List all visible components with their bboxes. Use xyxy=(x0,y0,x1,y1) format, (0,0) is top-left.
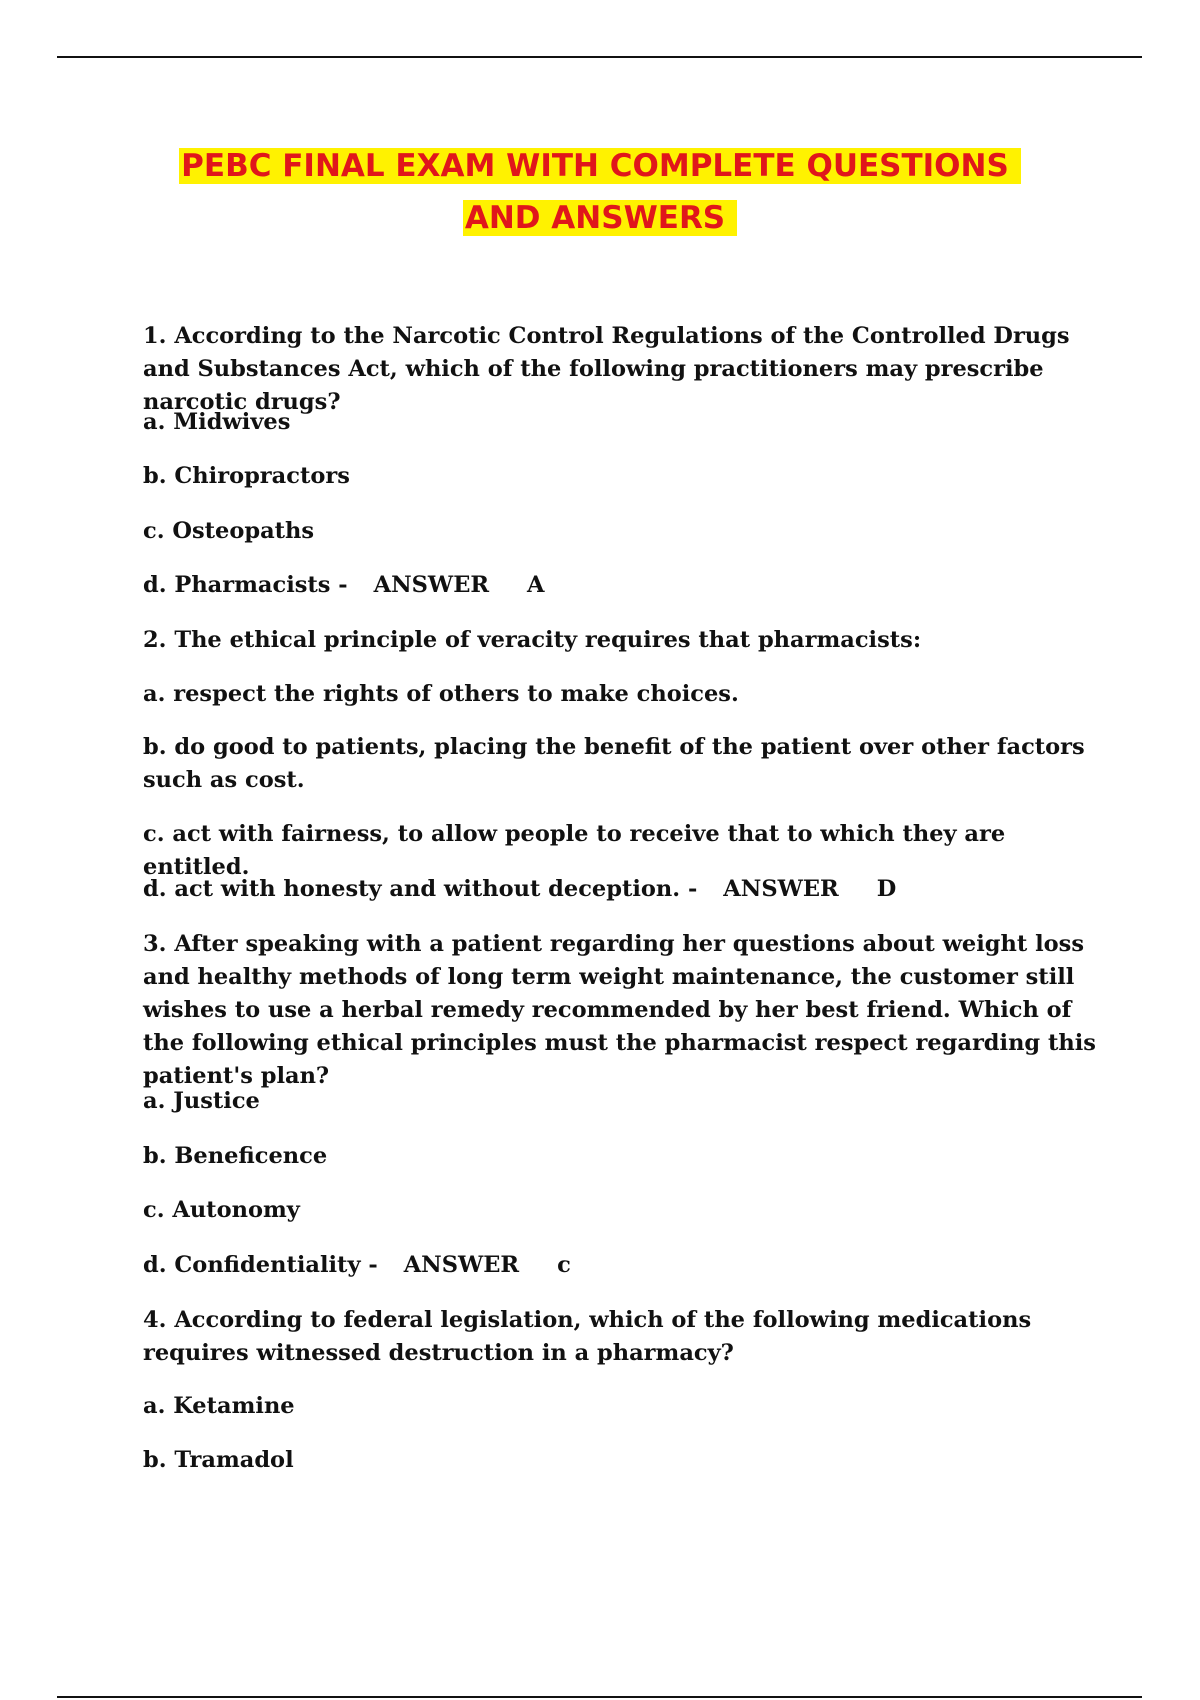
question-4-stem: 4. According to federal legislation, which of the following medications requires witnessed destruction in a pharmacy? xyxy=(143,1307,1032,1366)
question-2-option-a: a. respect the rights of others to make choices. xyxy=(143,681,739,707)
title-highlight: PEBC FINAL EXAM WITH COMPLETE QUESTIONS xyxy=(179,148,1021,184)
option-text: d. Confidentiality - xyxy=(143,1252,378,1278)
answer-label: ANSWER xyxy=(373,572,490,598)
option-text: d. act with honesty and without deception. - xyxy=(143,876,698,902)
option-text: d. Pharmacists - xyxy=(143,572,348,598)
question-2-option-d xyxy=(143,873,1103,906)
question-3-stem: 3. After speaking with a patient regarding her questions about weight loss and healthy methods of long term weight maintenance, the customer still wishes to use a herbal remedy recommended by her best friend. Which of the following ethical principles must the pharmacist respect regarding this patient's plan? xyxy=(143,931,1096,1089)
question-1-option-a: a. Midwives xyxy=(143,409,291,435)
bottom-rule xyxy=(57,1696,1142,1698)
question-2-option-c: c. act with fairness, to allow people to receive that to which they are entitled. xyxy=(143,821,1006,880)
answer-value: D xyxy=(876,876,897,902)
answer-value: A xyxy=(527,572,545,598)
question-1-option-c: c. Osteopaths xyxy=(143,518,315,544)
question-3-option-b: b. Beneficence xyxy=(143,1143,328,1169)
question-3-option-a: a. Justice xyxy=(143,1088,260,1114)
question-3-option-c: c. Autonomy xyxy=(143,1197,300,1223)
top-rule xyxy=(57,56,1142,58)
answer-label: ANSWER xyxy=(723,876,839,902)
question-1-option-b: b. Chiropractors xyxy=(143,463,350,489)
title-highlight: AND ANSWERS xyxy=(463,200,737,236)
question-2-option-b: b. do good to patients, placing the benefit of the patient over other factors such as cost. xyxy=(143,734,1085,793)
document-title-line-2 xyxy=(0,192,1200,244)
document-title-line-1 xyxy=(0,140,1200,192)
answer-value: c xyxy=(557,1252,571,1278)
question-4-option-b: b. Tramadol xyxy=(143,1447,294,1473)
question-1-stem: 1. According to the Narcotic Control Regulations of the Controlled Drugs and Substances Act, which of the following practitioners may prescribe narcotic drugs? xyxy=(143,323,1070,415)
question-1-option-d xyxy=(143,569,1103,602)
question-2-stem: 2. The ethical principle of veracity requires that pharmacists: xyxy=(143,627,922,653)
question-4-option-a: a. Ketamine xyxy=(143,1393,295,1419)
answer-label: ANSWER xyxy=(403,1252,520,1278)
question-3-option-d xyxy=(143,1249,1103,1282)
